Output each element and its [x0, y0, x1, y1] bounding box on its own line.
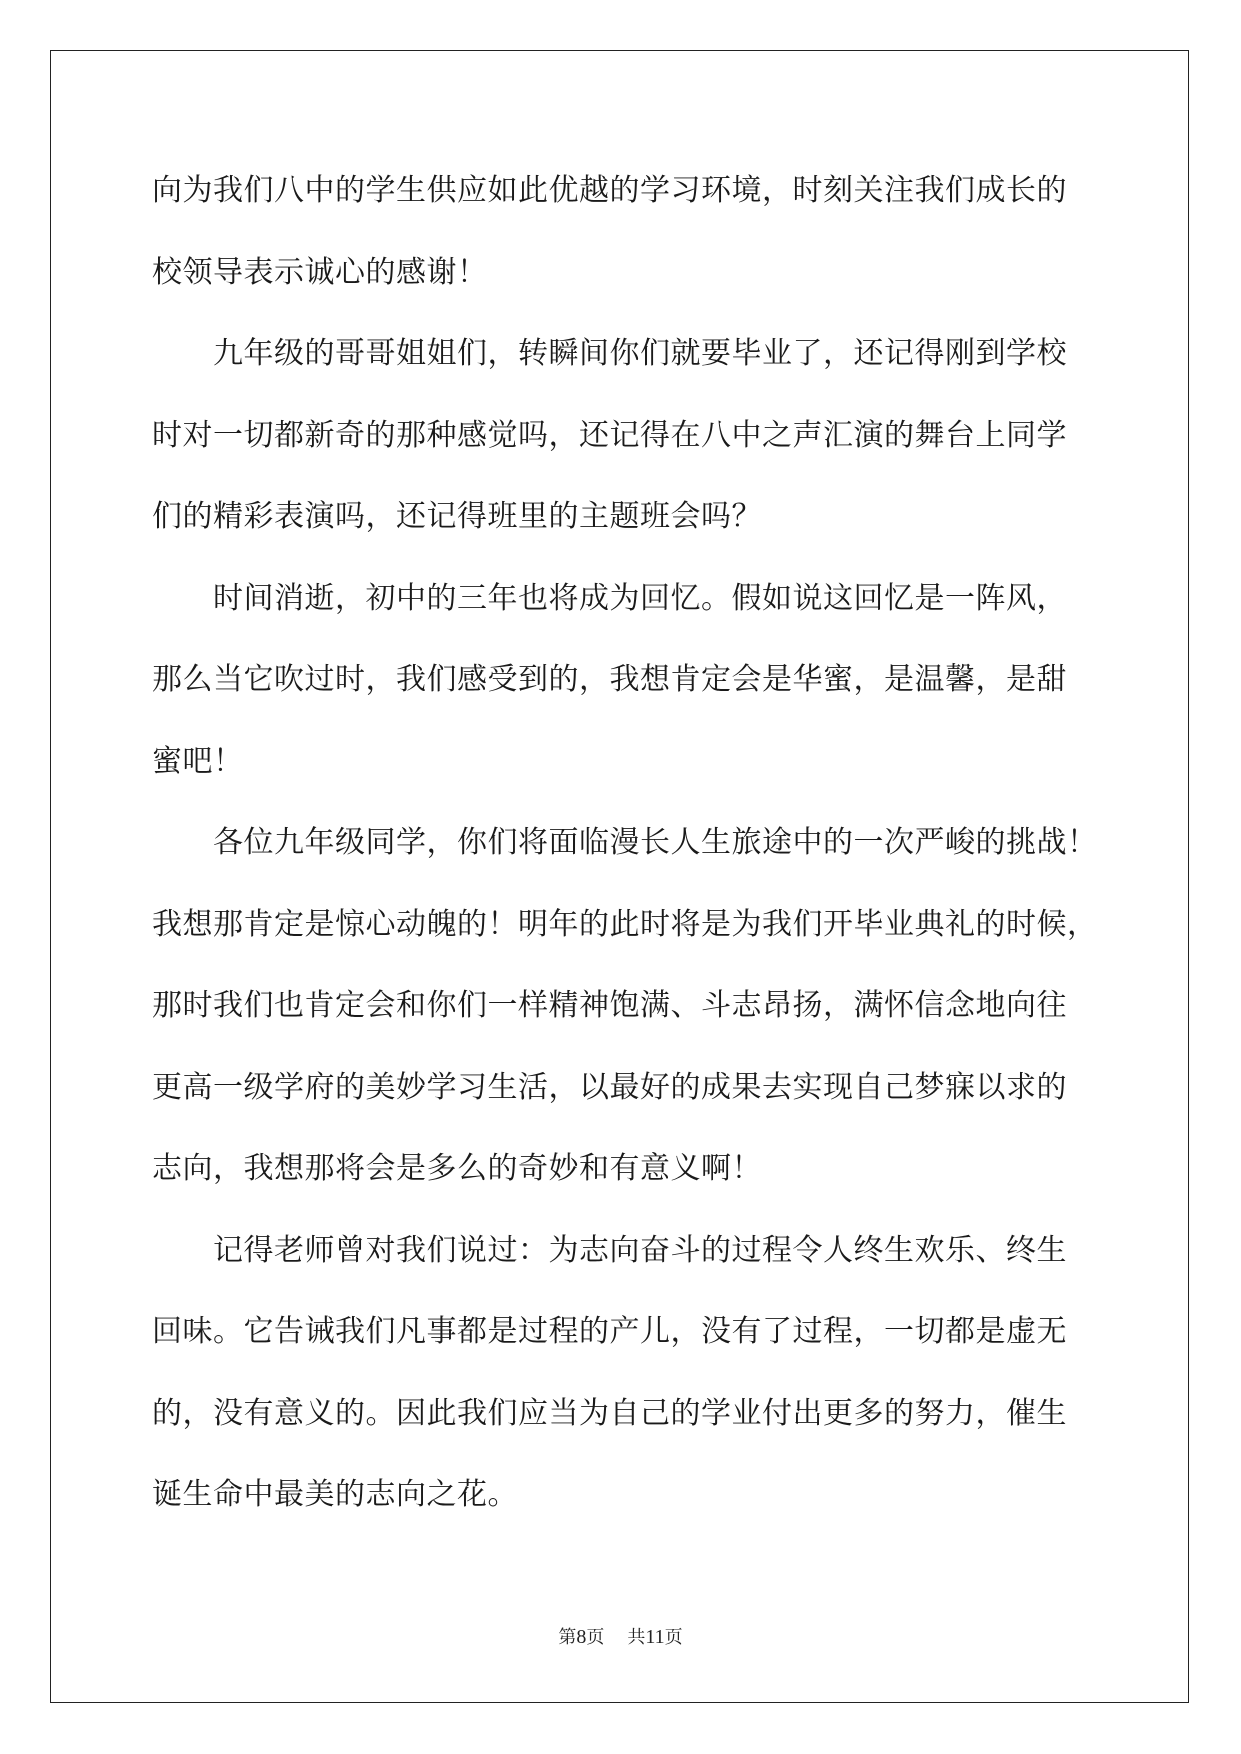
footer-total-suffix: 页: [664, 1627, 683, 1648]
text-line: 那么当它吹过时，我们感受到的，我想肯定会是华蜜，是温馨，是甜: [152, 662, 1067, 697]
text-line: 九年级的哥哥姐姐们，转瞬间你们就要毕业了，还记得刚到学校: [213, 336, 1067, 371]
text-line: 记得老师曾对我们说过：为志向奋斗的过程令人终生欢乐、终生: [213, 1232, 1067, 1268]
text-line: 那时我们也肯定会和你们一样精神饱满、斗志昂扬，满怀信念地向往: [152, 988, 1067, 1023]
text-line: 志向，我想那将会是多么的奇妙和有意义啊！: [152, 1151, 762, 1186]
footer-total-prefix: 共: [627, 1627, 646, 1648]
text-line: 诞生命中最美的志向之花。: [152, 1477, 518, 1512]
footer-page-prefix: 第: [558, 1627, 577, 1648]
text-line: 校领导表示诚心的感谢！: [152, 254, 488, 290]
text-line: 更高一级学府的美妙学习生活，以最好的成果去实现自己梦寐以求的: [152, 1069, 1067, 1105]
text-line: 时对一切都新奇的那种感觉吗，还记得在八中之声汇演的舞台上同学: [152, 417, 1067, 453]
footer-page-suffix: 页: [586, 1627, 605, 1648]
footer-total-pages: 11: [645, 1626, 665, 1648]
text-line: 我想那肯定是惊心动魄的！明年的此时将是为我们开毕业典礼的时候，: [152, 906, 1098, 942]
text-line: 各位九年级同学，你们将面临漫长人生旅途中的一次严峻的挑战！: [213, 825, 1098, 860]
text-line: 蜜吧！: [152, 743, 244, 779]
page-footer: [0, 1623, 1241, 1649]
text-line: 们的精彩表演吗，还记得班里的主题班会吗？: [152, 499, 762, 534]
text-line: 回味。它告诫我们凡事都是过程的产儿，没有了过程，一切都是虚无: [152, 1314, 1067, 1349]
document-body: [152, 160, 1098, 1546]
text-line: 向为我们八中的学生供应如此优越的学习环境，时刻关注我们成长的: [152, 173, 1067, 208]
text-line: 的，没有意义的。因此我们应当为自己的学业付出更多的努力，催生: [152, 1395, 1067, 1431]
text-line: 时间消逝，初中的三年也将成为回忆。假如说这回忆是一阵风，: [213, 580, 1067, 616]
footer-page-number: 8: [576, 1626, 587, 1648]
